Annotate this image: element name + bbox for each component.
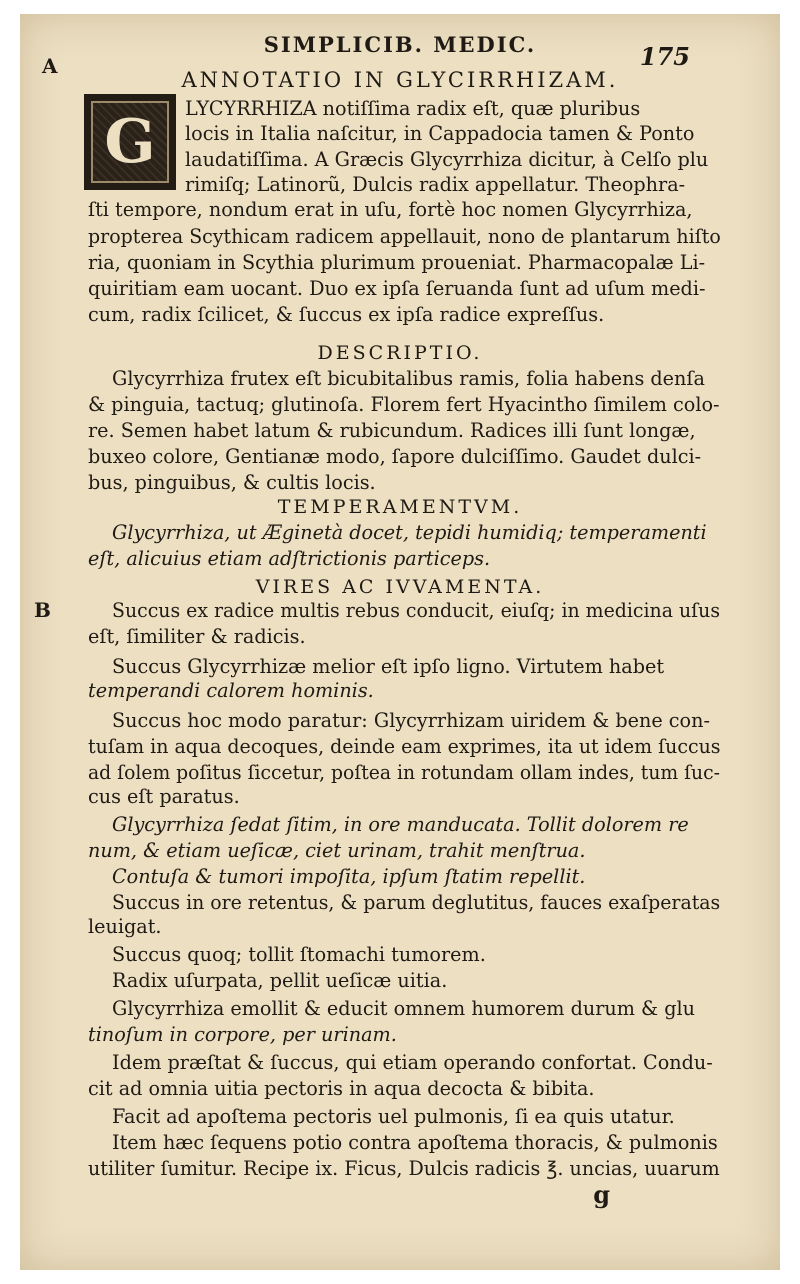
heading-vires: VIRES AC IVVAMENTA. [255,576,545,598]
page-number: 175 [639,42,690,71]
vires-line: Succus ex radice multis rebus conducit, eiuſq; in medicina uſus [112,599,721,622]
vires-line: Succus Glycyrrhizæ melior eſt ipſo ligno. Virtutem habet [112,655,665,678]
vires-line: Succus hoc modo paratur: Glycyrrhizam uiridem & bene con- [112,709,710,732]
descriptio-line: re. Semen habet latum & rubicundum. Radices illi ſunt longæ, [88,419,696,442]
intro-line: rimiſq; Latinorũ, Dulcis radix appellatur. Theophra- [185,173,686,196]
vires-line: Succus in ore retentus, & parum deglutitus, fauces exaſperatas [112,891,721,914]
intro-line: LYCYRRHIZA notiſſima radix eſt, quæ pluribus [185,97,641,120]
margin-letter-b: B [34,598,51,622]
vires-line: num, & etiam ueſicæ, ciet urinam, trahit menſtrua. [88,839,586,862]
catchword: g [593,1180,610,1209]
intro-line: propterea Scythicam radicem appellauit, nono de plantarum hiſto [88,225,721,248]
vires-line: Glycyrrhiza ſedat ſitim, in ore manducata. Tollit dolorem re [112,813,689,836]
chapter-title: ANNOTATIO IN GLYCIRRHIZAM. [181,68,619,92]
intro-line: cum, radix ſcilicet, & ſuccus ex ipſa radice expreſſus. [88,303,605,326]
descriptio-line: bus, pinguibus, & cultis locis. [88,471,376,494]
intro-line: ria, quoniam in Scythia plurimum proueniat. Pharmacopalæ Li- [88,251,706,274]
descriptio-line: Glycyrrhiza frutex eſt bicubitalibus ramis, folia habens denſa [112,367,705,390]
intro-line: ſti tempore, nondum erat in uſu, fortè hoc nomen Glycyrrhiza, [88,198,693,221]
descriptio-line: & pinguia, tactuq; glutinoſa. Florem fert Hyacintho ſimilem colo- [88,393,720,416]
vires-line: tuſam in aqua decoques, deinde eam exprimes, ita ut idem ſuccus [88,735,721,758]
vires-line: Item hæc ſequens potio contra apoſtema thoracis, & pulmonis [112,1131,718,1154]
vires-line: ad ſolem poſitus ſiccetur, poſtea in rotundam ollam indes, tum ſuc- [88,761,720,784]
margin-letter-a: A [42,54,58,78]
vires-line: Succus quoq; tollit ſtomachi tumorem. [112,943,486,966]
heading-descriptio: DESCRIPTIO. [317,342,483,364]
vires-line: Idem præſtat & ſuccus, qui etiam operando confortat. Condu- [112,1051,713,1074]
vires-line: cit ad omnia uitia pectoris in aqua decocta & bibita. [88,1077,595,1100]
vires-line: tinoſum in corpore, per urinam. [88,1023,397,1046]
intro-line: laudatiſſima. A Græcis Glycyrrhiza dicitur, à Celſo plu [185,148,709,171]
initial-letter: G [91,101,169,183]
temperamentum-line: eſt, alicuius etiam adſtrictionis particeps. [88,547,491,570]
temperamentum-line: Glycyrrhiza, ut Æginetà docet, tepidi humidiq; temperamenti [112,521,707,544]
vires-line: utiliter ſumitur. Recipe ix. Ficus, Dulcis radicis ℥. uncias, uuarum [88,1157,720,1180]
running-head: SIMPLICIB. MEDIC. [263,32,537,57]
vires-line: Facit ad apoſtema pectoris uel pulmonis, ſi ea quis utatur. [112,1105,675,1128]
vires-line: Contuſa & tumori impoſita, ipſum ſtatim repellit. [112,865,586,888]
heading-temperamentum: TEMPERAMENTVM. [277,496,523,518]
descriptio-line: buxeo colore, Gentianæ modo, ſapore dulciſſimo. Gaudet dulci- [88,445,702,468]
book-page [20,14,780,1270]
intro-line: quiritiam eam uocant. Duo ex ipſa ſeruanda ſunt ad uſum medi- [88,277,706,300]
vires-line: eſt, ſimiliter & radicis. [88,625,306,648]
intro-line: locis in Italia naſcitur, in Cappadocia tamen & Ponto [185,122,695,145]
vires-line: leuigat. [88,915,162,938]
decorated-initial [84,94,176,190]
vires-line: temperandi calorem hominis. [88,679,374,702]
vires-line: cus eſt paratus. [88,785,240,808]
vires-line: Radix uſurpata, pellit ueſicæ uitia. [112,969,448,992]
vires-line: Glycyrrhiza emollit & educit omnem humorem durum & glu [112,997,696,1020]
